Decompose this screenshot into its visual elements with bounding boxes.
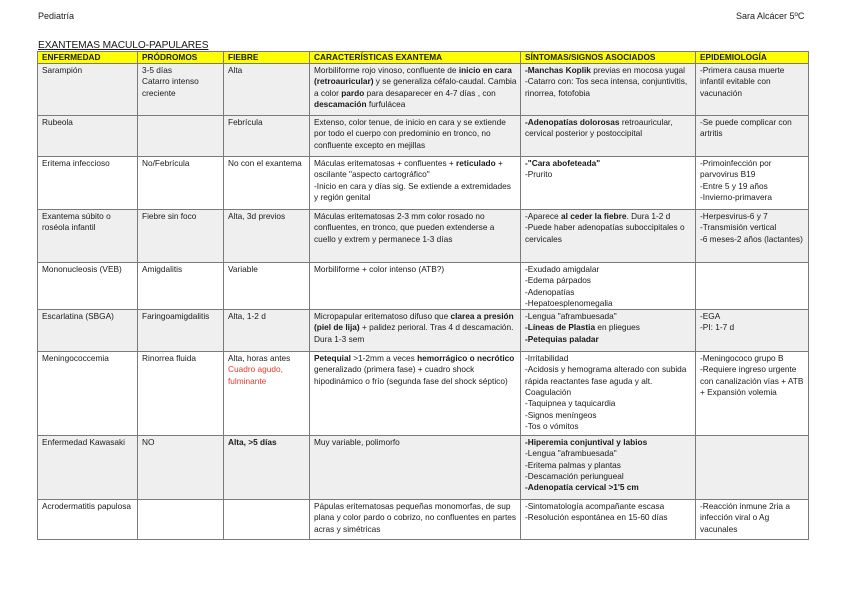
sintoma-text: retroauricular, cervical posterior y postoccipital bbox=[525, 117, 675, 139]
cell-sintomas bbox=[521, 64, 696, 116]
sintoma-line bbox=[525, 211, 692, 222]
sintoma-text: -Adenopatías dolorosas bbox=[525, 117, 620, 127]
table-header-row bbox=[38, 52, 809, 64]
caracteristicas-text: Morbiliforme rojo vinoso, confluente de bbox=[314, 65, 459, 75]
sintoma-text: -Descamación periungueal bbox=[525, 471, 624, 482]
cell-enfermedad: Exantema súbito o roséola infantil bbox=[38, 210, 138, 263]
caracteristicas-text: + oscilante "aspecto cartográfico" -Inicio en cara y días sig. Se extiende a extremidades y región genital bbox=[314, 158, 511, 202]
caracteristicas-text: para desaparecer en 4-7 días , con bbox=[364, 87, 499, 98]
sintoma-text: -Tos o vómitos bbox=[525, 420, 579, 431]
sintoma-text: -Resolución espontánea en 15-60 días bbox=[525, 512, 668, 523]
cell-epidemiologia: -Meningococo grupo B -Requiere ingreso urgente con canalización vías + ATB + Expansión volemia bbox=[696, 352, 809, 436]
sintoma-text: previas en mocosa yugal bbox=[590, 65, 686, 75]
cell-caracteristicas bbox=[310, 352, 521, 436]
sintoma-text: -Acidosis y hemograma alterado con subida rápida reactantes fase aguda y alt. Coagulación bbox=[525, 364, 689, 398]
caracteristicas-text: furfulácea bbox=[366, 98, 406, 109]
cell-sintomas bbox=[521, 436, 696, 500]
sintoma-text: -Líneas de Plastia bbox=[525, 322, 596, 333]
cell-caracteristicas bbox=[310, 210, 521, 263]
column-header-prodromos: PRÓDROMOS bbox=[138, 52, 224, 64]
cell-fiebre bbox=[224, 210, 310, 263]
column-header-epidemiologia: EPIDEMIOLOGÍA bbox=[696, 52, 809, 64]
sintoma-text: -Irritabilidad bbox=[525, 353, 569, 364]
cell-caracteristicas bbox=[310, 436, 521, 500]
caracteristicas-text: Morbiliforme + color intenso (ATB?) bbox=[314, 264, 445, 274]
sintoma-line bbox=[525, 471, 692, 482]
sintoma-line bbox=[525, 482, 692, 493]
sintoma-text: -Eritema palmas y plantas bbox=[525, 459, 621, 470]
fiebre-value: Alta, >5 días bbox=[228, 437, 277, 448]
caracteristicas-text: pardo bbox=[341, 87, 365, 98]
caracteristicas-text: clarea a presión (piel de lija) bbox=[314, 311, 517, 333]
cell-sintomas bbox=[521, 500, 696, 540]
cell-fiebre bbox=[224, 310, 310, 352]
table-row bbox=[38, 500, 809, 540]
sintoma-text: -Aparece bbox=[525, 211, 561, 221]
cell-fiebre bbox=[224, 64, 310, 116]
cell-caracteristicas bbox=[310, 157, 521, 210]
cell-enfermedad: Acrodermatitis papulosa bbox=[38, 500, 138, 540]
sintoma-text: -Prurito bbox=[525, 169, 553, 180]
caracteristicas-text: Máculas eritematosas + confluentes + bbox=[314, 158, 457, 168]
sintoma-text: -Lengua "aframbuesada" bbox=[525, 448, 617, 459]
sintoma-line bbox=[525, 311, 692, 322]
cell-enfermedad: Sarampión bbox=[38, 64, 138, 116]
cell-enfermedad: Meningococcemia bbox=[38, 352, 138, 436]
caracteristicas-text: y se generaliza céfalo-caudal. Cambia a color bbox=[314, 76, 519, 98]
cell-epidemiologia: -EGA -PI: 1-7 d bbox=[696, 310, 809, 352]
sintoma-text: -Catarro con: Tos seca intensa, conjuntivitis, rinorrea, fotofobia bbox=[525, 76, 690, 98]
cell-caracteristicas bbox=[310, 500, 521, 540]
column-header-sintomas: SÍNTOMAS/SIGNOS ASOCIADOS bbox=[521, 52, 696, 64]
cell-epidemiologia bbox=[696, 263, 809, 310]
cell-epidemiologia: -Herpesvirus-6 y 7 -Transmisión vertical -6 meses-2 años (lactantes) bbox=[696, 210, 809, 263]
sintoma-text: -Edema párpados bbox=[525, 275, 591, 286]
cell-epidemiologia: -Primera causa muerte infantil evitable con vacunación bbox=[696, 64, 809, 116]
caracteristicas-text: >1-2mm a veces bbox=[350, 353, 418, 364]
sintoma-line bbox=[525, 158, 692, 169]
cell-prodromos: Amigdalitis bbox=[138, 263, 224, 310]
sintoma-line bbox=[525, 501, 692, 512]
table-row bbox=[38, 157, 809, 210]
sintoma-line bbox=[525, 275, 692, 286]
cell-sintomas bbox=[521, 310, 696, 352]
cell-enfermedad: Rubeola bbox=[38, 116, 138, 157]
sintoma-text: al ceder la fiebre bbox=[560, 211, 627, 221]
caracteristicas-text: inicio en cara (retroauricular) bbox=[314, 65, 515, 87]
fiebre-note: Cuadro agudo, fulminante bbox=[228, 364, 286, 386]
caracteristicas-text: Muy variable, polimorfo bbox=[314, 437, 400, 448]
cell-epidemiologia bbox=[696, 436, 809, 500]
cell-prodromos: Fiebre sin foco bbox=[138, 210, 224, 263]
sintoma-text: -Hiperemia conjuntival y labios bbox=[525, 437, 648, 448]
sintoma-text: -Manchas Koplik bbox=[525, 65, 591, 75]
cell-caracteristicas bbox=[310, 263, 521, 310]
caracteristicas-text: Pápulas eritematosas pequeñas monomorfas, de sup plana y color pardo o cobrizo, no confluentes en partes acras y simétricas bbox=[314, 501, 519, 534]
sintoma-line bbox=[525, 287, 692, 298]
sintoma-text: -Sintomatología acompañante escasa bbox=[525, 501, 665, 512]
sintoma-line bbox=[525, 169, 692, 180]
caracteristicas-text: generalizado (primera fase) + cuadro shock hipodinámico o frío (segunda fase del shock séptico) bbox=[314, 353, 517, 386]
fiebre-value: Alta bbox=[228, 65, 243, 75]
cell-prodromos: Faringoamigdalitis bbox=[138, 310, 224, 352]
cell-prodromos: NO bbox=[138, 436, 224, 500]
sintoma-text: -Petequias paladar bbox=[525, 333, 599, 344]
sintoma-line bbox=[525, 322, 692, 333]
exanthem-table bbox=[37, 51, 809, 540]
cell-fiebre bbox=[224, 436, 310, 500]
sintoma-line bbox=[525, 512, 692, 523]
sintoma-line bbox=[525, 398, 692, 409]
cell-sintomas bbox=[521, 157, 696, 210]
sintoma-text: -Adenopatía cervical >1'5 cm bbox=[525, 482, 639, 493]
header-right: Sara Alcácer 5ºC bbox=[736, 11, 805, 21]
sintoma-line bbox=[525, 65, 692, 76]
sintoma-line bbox=[525, 264, 692, 275]
cell-enfermedad: Eritema infeccioso bbox=[38, 157, 138, 210]
sintoma-line bbox=[525, 410, 692, 421]
cell-enfermedad: Escarlatina (SBGA) bbox=[38, 310, 138, 352]
sintoma-line bbox=[525, 334, 692, 345]
column-header-enfermedad: ENFERMEDAD bbox=[38, 52, 138, 64]
cell-fiebre bbox=[224, 116, 310, 157]
cell-caracteristicas bbox=[310, 64, 521, 116]
table-row bbox=[38, 436, 809, 500]
cell-fiebre bbox=[224, 352, 310, 436]
column-header-caracteristicas: CARACTERÍSTICAS EXANTEMA bbox=[310, 52, 521, 64]
cell-prodromos: Rinorrea fluida bbox=[138, 352, 224, 436]
cell-epidemiologia: -Reacción inmune 2ria a infección viral o Ag vacunales bbox=[696, 500, 809, 540]
table-row bbox=[38, 116, 809, 157]
sintoma-text: en pliegues bbox=[595, 322, 640, 333]
fiebre-value: Alta, 1-2 d bbox=[228, 311, 266, 322]
header-left: Pediatría bbox=[38, 11, 75, 21]
table-row bbox=[38, 310, 809, 352]
sintoma-line bbox=[525, 353, 692, 364]
table-row bbox=[38, 64, 809, 116]
caracteristicas-text: Petequial bbox=[314, 353, 351, 364]
cell-sintomas bbox=[521, 210, 696, 263]
caracteristicas-text: reticulado bbox=[456, 158, 496, 168]
table-row bbox=[38, 352, 809, 436]
sintoma-text: . Dura 1-2 d bbox=[626, 211, 671, 221]
cell-caracteristicas bbox=[310, 116, 521, 157]
cell-prodromos: No/Febrícula bbox=[138, 157, 224, 210]
cell-epidemiologia: -Primoinfección por parvovirus B19 -Entre 5 y 19 años -Invierno-primavera bbox=[696, 157, 809, 210]
sintoma-line bbox=[525, 460, 692, 471]
cell-sintomas bbox=[521, 352, 696, 436]
fiebre-value: No con el exantema bbox=[228, 158, 302, 168]
caracteristicas-text: + palidez perioral. Tras 4 d descamación. Dura 1-3 sem bbox=[314, 322, 516, 344]
sintoma-text: -Adenopatías bbox=[525, 286, 575, 297]
cell-epidemiologia: -Se puede complicar con artritis bbox=[696, 116, 809, 157]
sintoma-text: -Exudado amigdalar bbox=[525, 264, 600, 274]
sintoma-line bbox=[525, 117, 692, 140]
sintoma-line bbox=[525, 222, 692, 245]
cell-sintomas bbox=[521, 116, 696, 157]
cell-enfermedad: Mononucleosis (VEB) bbox=[38, 263, 138, 310]
cell-fiebre bbox=[224, 500, 310, 540]
cell-prodromos bbox=[138, 116, 224, 157]
cell-enfermedad: Enfermedad Kawasaki bbox=[38, 436, 138, 500]
caracteristicas-text: hemorrágico o necrótico bbox=[417, 353, 515, 364]
sintoma-line bbox=[525, 364, 692, 398]
caracteristicas-text: Extenso, color tenue, de inicio en cara y se extiende por todo el cuerpo con predominio en tronco, no confluente excepto en mejillas bbox=[314, 117, 509, 150]
cell-sintomas bbox=[521, 263, 696, 310]
table-row bbox=[38, 263, 809, 310]
sintoma-line bbox=[525, 421, 692, 432]
sintoma-line bbox=[525, 437, 692, 448]
sintoma-line bbox=[525, 298, 692, 309]
sintoma-text: -Puede haber adenopatías suboccipitales o cervicales bbox=[525, 222, 687, 244]
cell-prodromos bbox=[138, 500, 224, 540]
sintoma-text: -Taquipnea y taquicardia bbox=[525, 398, 616, 409]
cell-fiebre bbox=[224, 263, 310, 310]
sintoma-text: -Lengua "aframbuesada" bbox=[525, 311, 617, 322]
caracteristicas-text: Micropapular eritematoso difuso que bbox=[314, 311, 451, 322]
cell-fiebre bbox=[224, 157, 310, 210]
document-title: EXANTEMAS MACULO-PAPULARES bbox=[38, 40, 209, 51]
fiebre-value: Alta, 3d previos bbox=[228, 211, 286, 221]
sintoma-line bbox=[525, 448, 692, 459]
fiebre-value: Febrícula bbox=[228, 117, 263, 127]
sintoma-line bbox=[525, 76, 692, 99]
column-header-fiebre: FIEBRE bbox=[224, 52, 310, 64]
table-row bbox=[38, 210, 809, 263]
cell-caracteristicas bbox=[310, 310, 521, 352]
sintoma-text: -Signos meníngeos bbox=[525, 409, 597, 420]
cell-prodromos: 3-5 días Catarro intenso creciente bbox=[138, 64, 224, 116]
fiebre-value: Alta, horas antes bbox=[228, 353, 291, 364]
caracteristicas-text: descamación bbox=[314, 98, 367, 109]
fiebre-value: Variable bbox=[228, 264, 258, 274]
sintoma-text: -"Cara abofeteada" bbox=[525, 158, 601, 168]
caracteristicas-text: Máculas eritematosas 2-3 mm color rosado no confluentes, en tronco, que pueden extenderse a cuello y extrem y permanece 1-3 días bbox=[314, 211, 497, 244]
table-body bbox=[38, 64, 809, 540]
sintoma-text: -Hepatoesplenomegalia bbox=[525, 297, 613, 308]
